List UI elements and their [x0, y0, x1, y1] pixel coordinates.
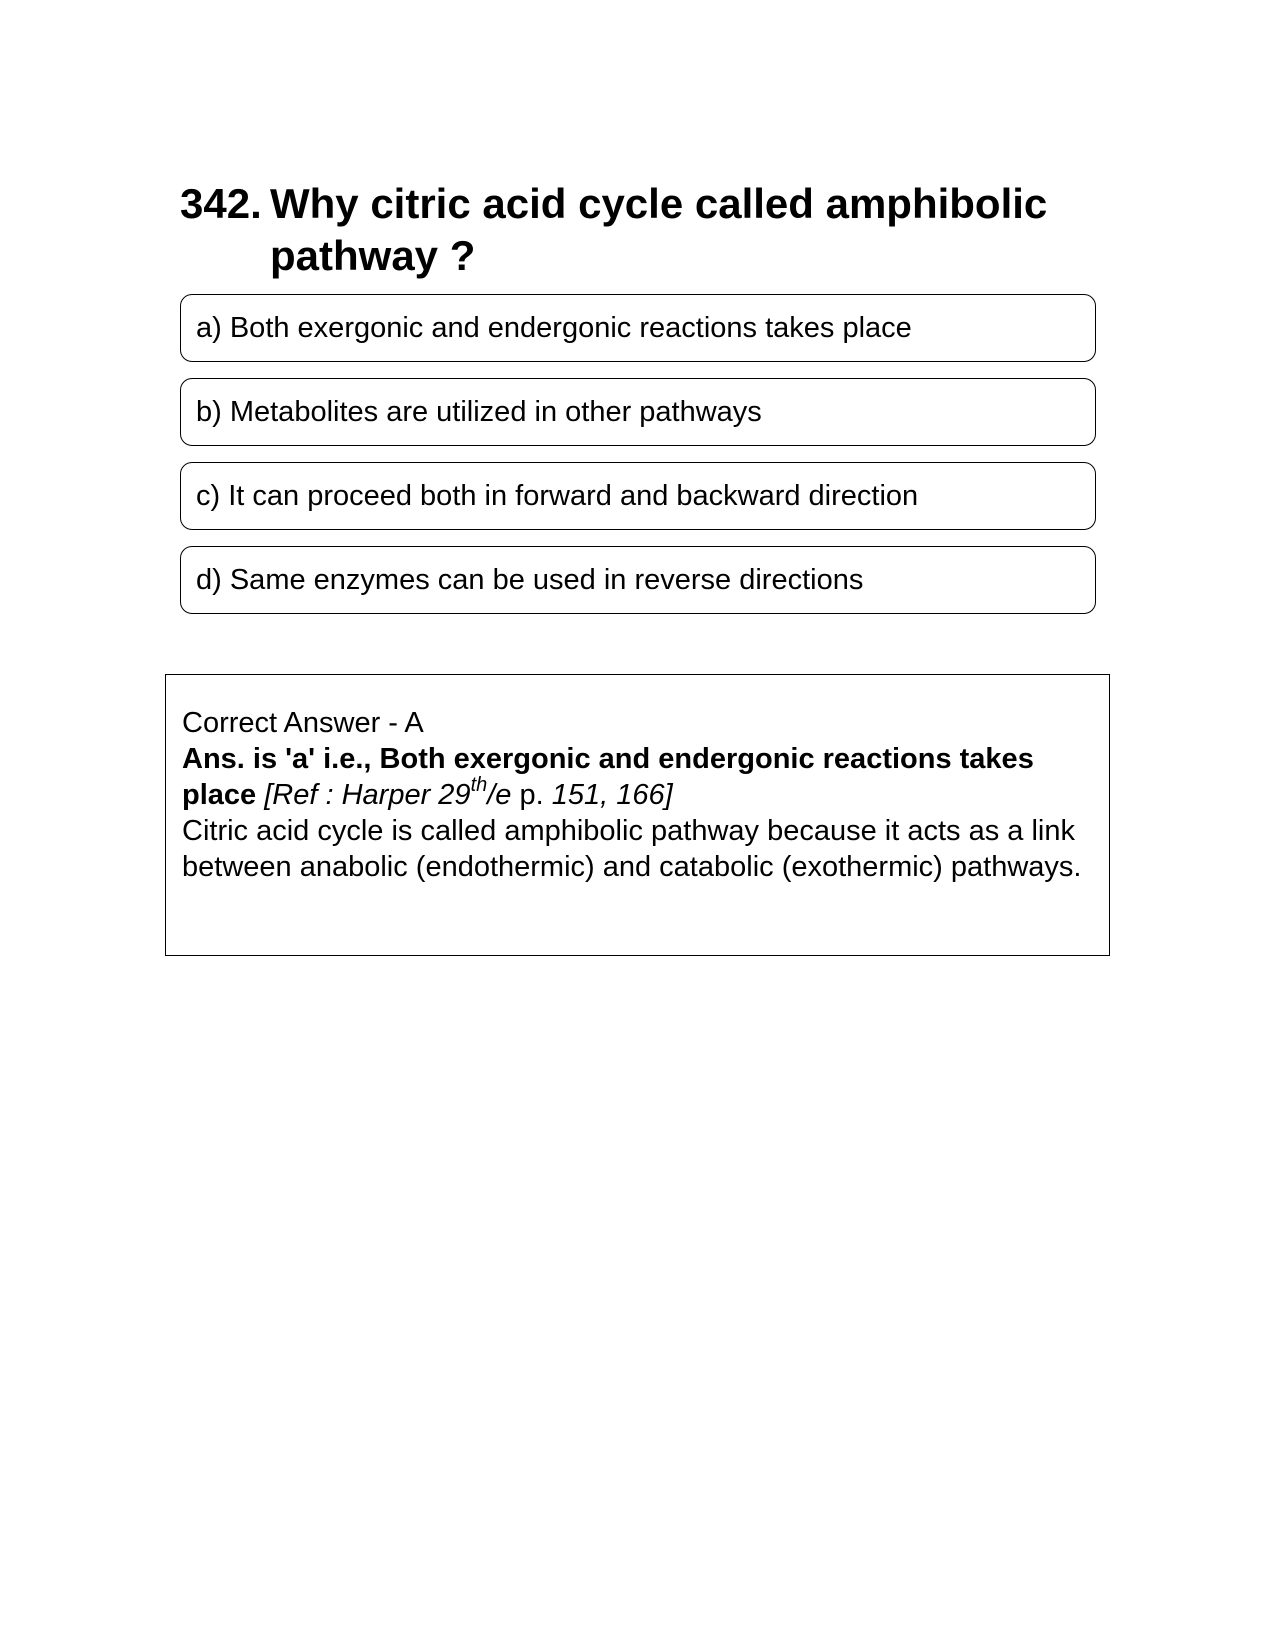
reference-edition: /e — [487, 779, 512, 811]
explanation-text: Citric acid cycle is called amphibolic pathway because it acts as a link between anabolic (endothermic) and catabolic (exothermic) pathways. — [182, 815, 1082, 883]
question-number: 342. — [180, 180, 262, 227]
correct-answer-line: Correct Answer - A — [182, 707, 424, 739]
question-heading — [180, 178, 1080, 282]
reference-page-abbrev: p. — [511, 779, 544, 811]
answer-explanation-box — [165, 674, 1110, 956]
question-text: Why citric acid cycle called amphibolic pathway ? — [270, 180, 1048, 279]
option-c[interactable] — [180, 462, 1096, 530]
option-b[interactable] — [180, 378, 1096, 446]
option-a-label: a) Both exergonic and endergonic reactions takes place — [196, 311, 912, 344]
option-c-label: c) It can proceed both in forward and backward direction — [196, 479, 919, 512]
option-d[interactable] — [180, 546, 1096, 614]
answer-bold-text: Ans. is 'a' i.e., Both exergonic and endergonic reactions takes place — [182, 743, 1034, 811]
reference-pages: 151, 166] — [543, 779, 673, 811]
reference-superscript: th — [470, 774, 488, 797]
option-a[interactable] — [180, 294, 1096, 362]
option-b-label: b) Metabolites are utilized in other pathways — [196, 395, 762, 428]
answer-statement — [182, 743, 1034, 811]
reference-prefix: [Ref : Harper 29 — [264, 779, 471, 811]
option-d-label: d) Same enzymes can be used in reverse directions — [196, 563, 864, 596]
options-list — [180, 294, 1096, 630]
